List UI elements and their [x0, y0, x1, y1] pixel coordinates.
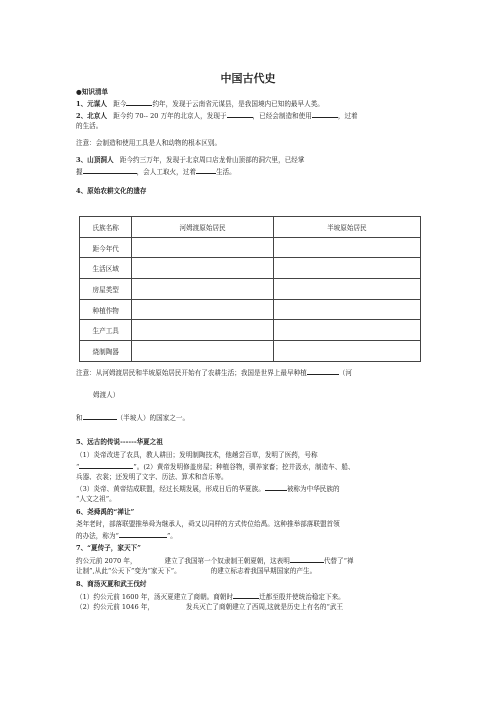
item-6-p1: 尧年老时，部落联盟推举舜为继承人，舜又以同样的方式传位给禹。这种推举部落联盟首领 [76, 520, 340, 528]
item-3-cont1: 握 [76, 168, 83, 176]
table-cell [273, 258, 420, 279]
item-2-cont: 的生活。 [76, 122, 103, 130]
row-label: 烧制陶器 [80, 341, 132, 362]
item-8-part: 迁都至殷并使统治稳定下来。 [259, 593, 345, 601]
item-2 [76, 111, 422, 121]
note-2-line-3 [76, 413, 422, 423]
item-7-part: 让制”,从此“公天下”变为“家天下”。 [76, 567, 181, 575]
blank [265, 484, 287, 491]
item-7-part: 约公元前 2070 年， [76, 557, 137, 565]
item-7-p1 [76, 556, 422, 566]
item-6-label: 6、尧舜禹的“禅让” [76, 508, 135, 516]
table-cell [132, 258, 273, 279]
table-cell [132, 237, 273, 258]
note-2-part: 和 [76, 414, 83, 422]
item-7-part: 建立了我国第一个奴隶制王朝夏朝，这表明 [164, 557, 290, 565]
item-3 [76, 156, 422, 165]
item-3-label: 3、山顶洞人 [76, 156, 114, 164]
blank [227, 111, 253, 118]
table-cell [273, 237, 420, 258]
table-cell [273, 320, 420, 341]
table-row [80, 279, 421, 300]
item-8-part: （2）约公元前 1046 年， [76, 603, 154, 611]
note-2-line-1 [76, 368, 422, 378]
item-5-p3-cont: “人文之祖”。 [76, 495, 116, 503]
item-2-label: 2、北京人 [76, 112, 107, 120]
item-8-part: （1）约公元前 1600 年，汤灭夏建立了商朝。商朝时 [76, 593, 234, 601]
item-8-p1 [76, 592, 422, 602]
item-5-part: “ [76, 463, 80, 471]
table-header-cell: 氏族名称 [80, 217, 132, 238]
table-cell [132, 299, 273, 320]
item-5-part: （3）炎帝、黄帝结成联盟，经过长期发展，形成日后的华夏族。 [76, 485, 265, 493]
blank [312, 111, 338, 118]
blank [196, 167, 216, 174]
table-cell [132, 341, 273, 362]
item-7-part: 代替了“禅 [323, 557, 354, 565]
table-cell [273, 279, 420, 300]
item-3-cont3: 生活。 [215, 168, 236, 176]
section-heading: ●知识清单 [76, 88, 109, 96]
row-label: 房屋类型 [80, 279, 132, 300]
table-header-cell: 河姆渡原始居民 [132, 217, 273, 238]
item-7-part: 的建立标志着我国早期国家的产生。 [210, 567, 317, 575]
page-title: 中国古代史 [220, 72, 276, 85]
row-label: 生产工具 [80, 320, 132, 341]
table-cell [273, 299, 420, 320]
blank [119, 531, 167, 538]
item-2-text2: ，已经会制造和使用 [252, 112, 312, 120]
blank [307, 368, 339, 375]
table-row [80, 258, 421, 279]
table-row [80, 341, 421, 362]
item-7-p2 [76, 567, 422, 576]
blank [126, 99, 152, 106]
blank [79, 462, 133, 469]
row-label: 种植作物 [80, 299, 132, 320]
item-6-part: ”。 [166, 532, 177, 540]
table-cell [132, 279, 273, 300]
item-6-part: 的办法，称为“ [76, 532, 119, 540]
item-5-p1-cont2: 兵器、衣裳；还发明了文字、历法、算术和音乐等。 [76, 473, 228, 481]
table-row [80, 320, 421, 341]
item-1 [76, 99, 422, 109]
row-label: 生活区域 [80, 258, 132, 279]
item-3-cont2: ，会人工取火，过着 [136, 168, 196, 176]
blank [83, 167, 137, 174]
item-8-label: 8、商汤灭夏和武王伐纣 [76, 580, 147, 588]
table-header-cell: 半坡原始居民 [273, 217, 420, 238]
item-2-text1: 距今约 70-- 20 万年的北京人，发现于 [113, 112, 227, 120]
item-3-cont [76, 167, 422, 177]
note-2-part: （河 [338, 369, 352, 377]
item-5-p1-cont [76, 462, 422, 472]
blank [83, 413, 117, 420]
item-1-pre: 距今 [113, 100, 127, 108]
item-5-p3 [76, 484, 422, 494]
note-1: 注意：会制造和使用工具是人和动物的根本区别。 [76, 139, 222, 147]
table-cell [132, 320, 273, 341]
table-cell [273, 341, 420, 362]
note-2-part: 注意：从河姆渡居民和半坡原始居民开始有了农耕生活；我国是世界上最早种植 [76, 369, 307, 377]
item-8-part: 发兵灭亡了商朝建立了西周,这就是历史上有名的“武王 [185, 603, 344, 611]
item-2-text3: ，过着 [337, 112, 358, 120]
item-1-label: 1、元谋人 [76, 100, 107, 108]
relics-table [79, 216, 421, 362]
table-row [80, 299, 421, 320]
item-5-label: 5、远古的传说------华夏之祖 [76, 438, 163, 446]
item-7-label: 7、“夏传子，家天下” [76, 544, 141, 552]
item-3-text1: 距今约三万年，发现于北京周口店龙骨山顶部的洞穴里，已经掌 [119, 156, 305, 164]
table-row [80, 237, 421, 258]
item-5-p1: （1）炎帝改进了农具，教人耕田；发明制陶技术，他趟尝百草，发明了医药，号称 [76, 451, 318, 459]
table-header-row [80, 217, 421, 238]
note-2-line-2: 姆渡人） [93, 391, 120, 399]
note-2-part: （半坡人）的国家之一。 [116, 414, 190, 422]
row-label: 距今年代 [80, 237, 132, 258]
blank [233, 592, 259, 599]
item-5-part: 被称为中华民族的 [286, 485, 340, 493]
item-5-part: ”。(2）黄帝发明修盖房屋；种植谷物，驯养家畜；挖井汲水，制造车、船、 [133, 463, 355, 471]
item-4-label: 4、原始农耕文化的遗存 [76, 187, 147, 195]
item-1-post: 约年，发现于云南省元谋县，是我国境内已知的最早人类。 [152, 100, 324, 108]
item-6-p2 [76, 531, 422, 541]
item-8-p2 [76, 603, 422, 612]
blank [290, 556, 324, 563]
